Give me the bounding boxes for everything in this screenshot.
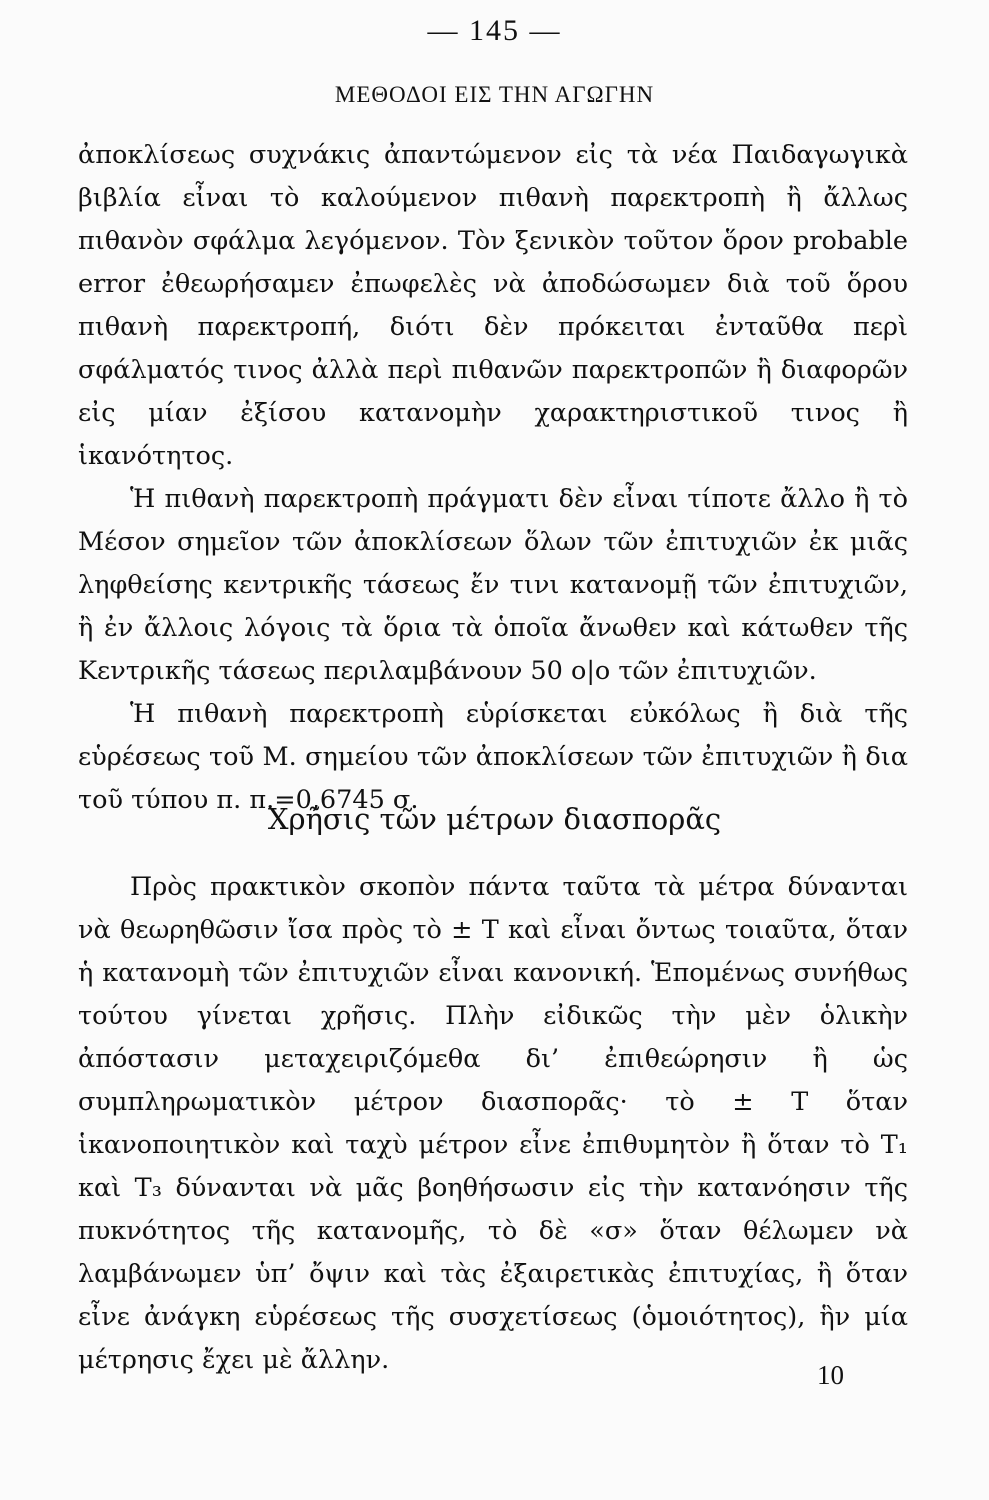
paragraph-continuation: ἀποκλίσεως συχνάκις ἀπαντώμενον εἰς τὰ νέα Παιδαγωγικὰ βιβλία εἶναι τὸ καλούμενον πιθανὴ παρεκτροπὴ ἢ ἄλλως πιθανὸν σφάλμα λεγόμενον. Τὸν ξενικὸν τοῦτον ὅρον probable error ἐθεωρήσαμεν ἐπωφελὲς νὰ ἀποδώσωμεν διὰ τοῦ ὅρου πιθανὴ παρεκτροπή, διότι δὲν πρόκειται ἐνταῦθα περὶ σφάλματός τινος ἀλλὰ περὶ πιθανῶν παρεκτροπῶν ἢ διαφορῶν εἰς μίαν ἐξίσου κατανομὴν χαρακτηριστικοῦ τινος ἢ ἱκανότητος. — [78, 140, 908, 471]
text-block-lower — [78, 866, 908, 1382]
paragraph-usage: Πρὸς πρακτικὸν σκοπὸν πάντα ταῦτα τὰ μέτρα δύνανται νὰ θεωρηθῶσιν ἴσα πρὸς τὸ ± Τ καὶ εἶναι ὄντως τοιαῦτα, ὅταν ἡ κατανομὴ τῶν ἐπιτυχιῶν εἶναι κανονική. Ἑπομένως συνήθως τούτου γίνεται χρῆσις. Πλὴν εἰδικῶς τὴν μὲν ὁλικὴν ἀπόστασιν μεταχειριζόμεθα δι’ ἐπιθεώρησιν ἢ ὡς συμπληρωματικὸν μέτρον διασπορᾶς· τὸ ± Τ ὅταν ἱκανοποιητικὸν καὶ ταχὺ μέτρον εἶνε ἐπιθυμητὸν ἢ ὅταν τὸ Τ₁ καὶ Τ₃ δύνανται νὰ μᾶς βοηθήσωσιν εἰς τὴν κατανόησιν τῆς πυκνότητος τῆς κατανομῆς, τὸ δὲ «σ» ὅταν θέλωμεν νὰ λαμβάνωμεν ὑπ’ ὄψιν καὶ τὰς ἐξαιρετικὰς ἐπιτυχίας, ἢ ὅταν εἶνε ἀνάγκη εὑρέσεως τῆς συσχετίσεως (ὁμοιότητος), ἣν μία μέτρησις ἔχει μὲ ἄλλην. — [78, 872, 908, 1375]
paragraph-probable-error: Ἡ πιθανὴ παρεκτροπὴ πράγματι δὲν εἶναι τίποτε ἄλλο ἢ τὸ Μέσον σημεῖον τῶν ἀποκλίσεων ὅλων τῶν ἐπιτυχιῶν ἐκ μιᾶς ληφθείσης κεντρικῆς τάσεως ἔν τινι κατανομῇ τῶν ἐπιτυχιῶν, ἢ ἐν ἄλλοις λόγοις τὰ ὅρια τὰ ὁποῖα ἄνωθεν καὶ κάτωθεν τῆς Κεντρικῆς τάσεως περιλαμβάνουν 50 ο|ο τῶν ἐπιτυχιῶν. — [78, 484, 908, 686]
running-head: ΜΕΘΟΔΟΙ ΕΙΣ ΤΗΝ ΑΓΩΓΗΝ — [334, 82, 655, 107]
section-heading: Χρῆσις τῶν μέτρων διασπορᾶς — [267, 802, 722, 836]
text-block-upper — [78, 134, 908, 822]
page-number: — 145 — — [427, 14, 562, 47]
signature-mark: 10 — [817, 1360, 844, 1390]
paragraph-formula: Ἡ πιθανὴ παρεκτροπὴ εὑρίσκεται εὐκόλως ἢ διὰ τῆς εὑρέσεως τοῦ Μ. σημείου τῶν ἀποκλίσεων τῶν ἐπιτυχιῶν ἢ δια τοῦ τύπου π. π.=0,6745 σ. — [78, 699, 908, 815]
